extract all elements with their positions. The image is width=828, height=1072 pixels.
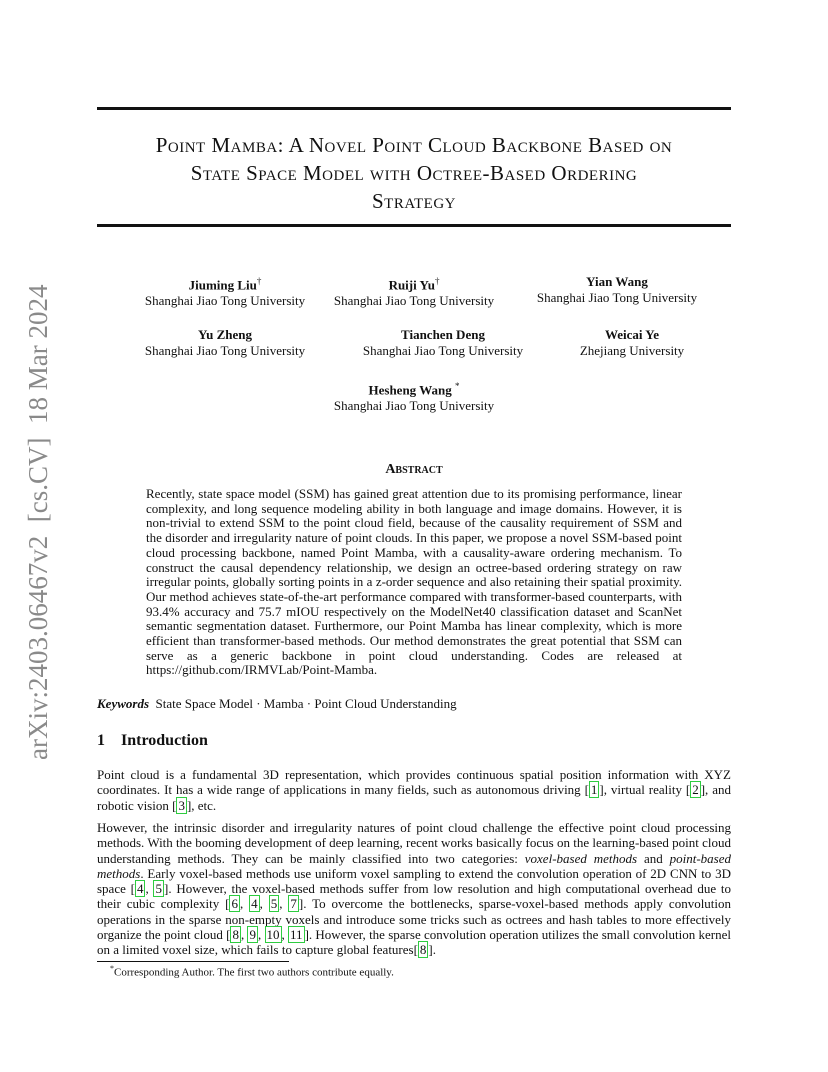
author-affiliation: Shanghai Jiao Tong University: [333, 292, 495, 308]
citation-link[interactable]: 4: [136, 881, 144, 897]
author-name: Yu Zheng: [197, 327, 253, 342]
citation-link[interactable]: 7: [290, 896, 297, 912]
title-line-1: Point Mamba: A Novel Point Cloud Backbone Based on: [155, 133, 673, 157]
citation-link[interactable]: 10: [266, 927, 280, 943]
author-affiliation: Shanghai Jiao Tong University: [144, 342, 306, 358]
author-name: Hesheng Wang *: [368, 381, 460, 398]
author-block: [522, 327, 742, 358]
author-block: [304, 274, 524, 308]
author-affiliation: Shanghai Jiao Tong University: [362, 342, 524, 358]
abstract-heading: Abstract: [385, 462, 443, 477]
intro-paragraph-2: However, the intrinsic disorder and irregularity natures of point cloud challenge the effective point cloud processing methods. With the booming development of deep learning, recent works basically focus on the learning-based point cloud understanding methods. They can be mainly classified into two categories: voxel-based methods and point-based methods. Early voxel-based methods use uniform voxel sampling to extend the convolution operation of 2D CNN to 3D space [ 4 , 5 ]. However, the voxel-based methods suffer from low resolution and high computational overhead due to their cubic complexity [ 6 , 4 , 5 , 7 ]. To overcome the bottlenecks, sparse-voxel-based methods apply convolution operations in the sparse non-empty voxels and introduce some tricks such as octrees and hash tables to more effectively organize the point cloud [ 8 , 9 , 10 , 11 ]. However, the sparse convolution operation utilizes the small convolution kernel on a limited voxel size, which fails to capture global features[ 8 ].: [97, 820, 732, 958]
citation-link[interactable]: 6: [231, 896, 238, 912]
author-affiliation: Zhejiang University: [579, 342, 685, 358]
citation-link[interactable]: 3: [178, 797, 185, 813]
intro-paragraph-1: Point cloud is a fundamental 3D representation, which provides continuous spatial position information with XYZ coordinates. It has a wide range of applications in many fields, such as autonomous driving [ 1 ], virtual reality [ 2 ], and robotic vision [ 3 ], etc.: [97, 767, 731, 813]
author-block: [304, 379, 524, 413]
author-block: [333, 327, 553, 358]
keywords-line: [97, 696, 457, 712]
author-affiliation: Shanghai Jiao Tong University: [333, 397, 495, 413]
section-title: Introduction: [121, 732, 208, 749]
author-block: [115, 327, 335, 358]
author-affiliation: Shanghai Jiao Tong University: [536, 289, 698, 305]
paper-title: [60, 131, 768, 215]
author-block: [507, 274, 727, 305]
citation-link[interactable]: 5: [270, 896, 278, 912]
citation-link[interactable]: 8: [419, 942, 427, 958]
author-name: Tianchen Deng: [401, 327, 485, 342]
author-name: Yian Wang: [586, 274, 648, 289]
keywords-label: Keywords: [97, 696, 149, 711]
citation-link[interactable]: 5: [155, 881, 162, 897]
author-name: Ruiji Yu†: [388, 276, 440, 293]
citation-link[interactable]: 1: [590, 782, 598, 798]
title-bottom-rule: [97, 224, 731, 227]
citation-link[interactable]: 8: [232, 927, 239, 943]
keywords-text: State Space Model · Mamba · Point Cloud Understanding: [155, 696, 457, 711]
citation-link[interactable]: 4: [251, 896, 258, 912]
footnote-rule: [97, 961, 289, 962]
arxiv-identifier: arXiv:2403.06467v2 [cs.CV] 18 Mar 2024: [23, 284, 53, 760]
section-heading: [97, 732, 208, 750]
author-affiliation: Shanghai Jiao Tong University: [144, 292, 306, 308]
top-rule: [97, 107, 731, 110]
author-block: [115, 274, 335, 308]
title-line-2: State Space Model with Octree-Based Ordering: [190, 161, 638, 185]
author-name: Weicai Ye: [604, 327, 660, 342]
citation-link[interactable]: 2: [692, 782, 699, 798]
citation-link[interactable]: 11: [290, 927, 303, 943]
title-line-3: Strategy: [371, 189, 456, 213]
footnote: *Corresponding Author. The first two authors contribute equally.: [110, 964, 394, 979]
section-number: 1: [97, 732, 105, 749]
abstract-body: Recently, state space model (SSM) has gained great attention due to its promising performance, linear complexity, and long sequence modeling ability in both language and image domains. However, it is non-trivial to extend SSM to the point cloud field, because of the causality requirement of SSM and the disorder and irregularity nature of point clouds. In this paper, we propose a novel SSM-based point cloud processing backbone, named Point Mamba, with a causality-aware ordering mechanism. To construct the causal dependency relationship, we design an octree-based ordering strategy on raw irregular points, globally sorting points in a z-order sequence and also retaining their spatial proximity. Our method achieves state-of-the-art performance compared with transformer-based counterparts, with 93.4% accuracy and 75.7 mIOU respectively on the ModelNet40 classification dataset and ScanNet semantic segmentation dataset. Furthermore, our Point Mamba has linear complexity, which is more efficient than transformer-based methods. Our method demonstrates the great potential that SSM can serve as a generic backbone in point cloud understanding. Codes are released at https://github.com/IRMVLab/Point-Mamba.: [146, 486, 682, 678]
citation-link[interactable]: 9: [249, 927, 256, 943]
author-name: Jiuming Liu†: [188, 276, 262, 293]
